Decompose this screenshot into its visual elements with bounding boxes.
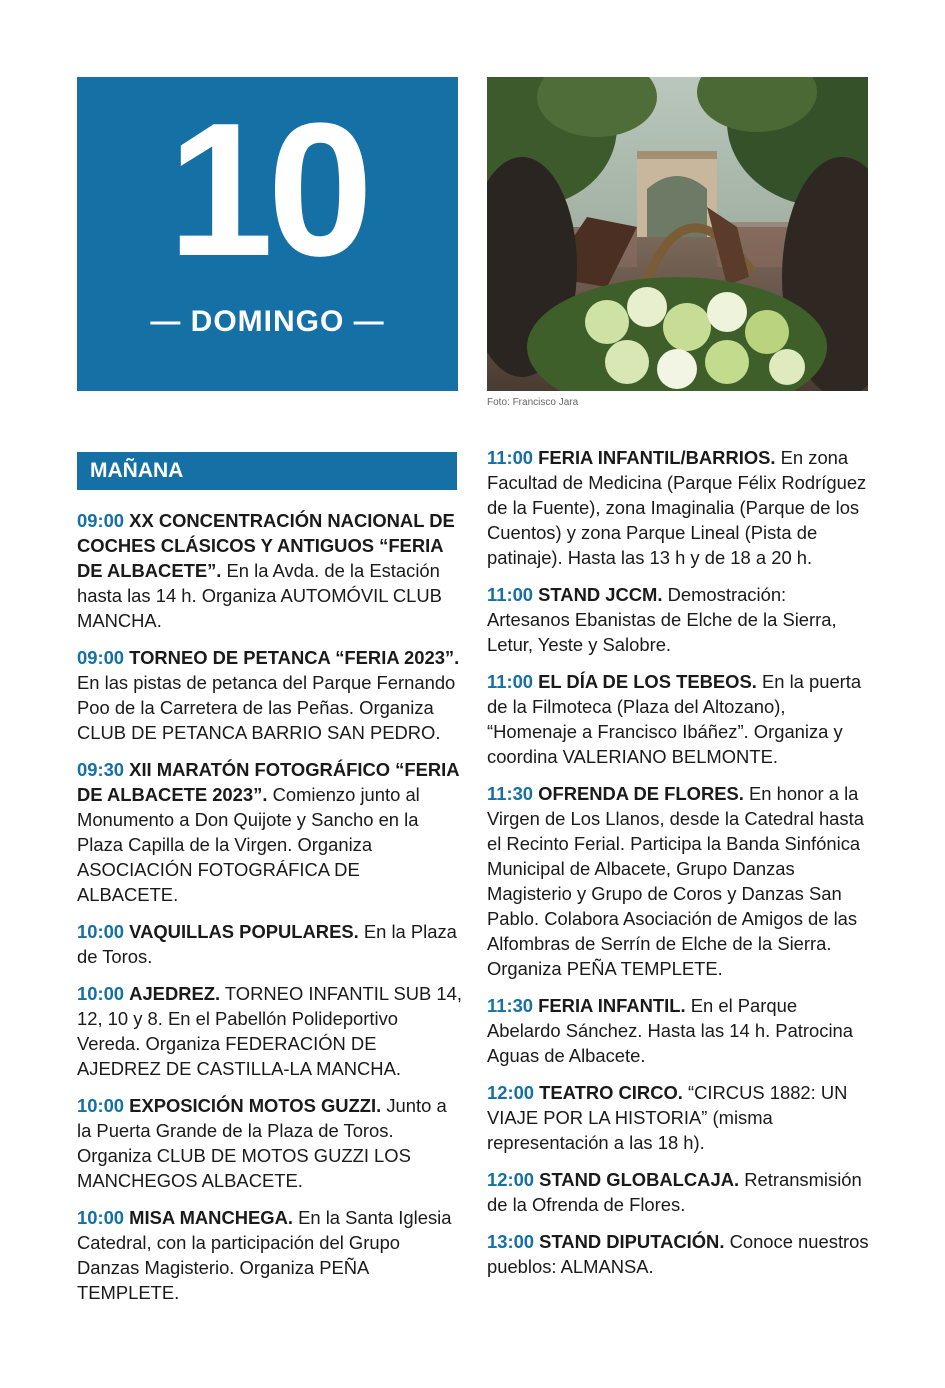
event-title: XX CONCENTRACIÓN NACIONAL DE COCHES CLÁSICOS Y ANTIGUOS “FERIA DE ALBACETE”. (77, 510, 455, 581)
event-text: Conoce nuestros pueblos: ALMANSA. (487, 1231, 869, 1277)
event-item (77, 981, 462, 1081)
event-title: MISA MANCHEGA. (129, 1207, 293, 1228)
event-item (487, 781, 872, 981)
section-header: MAÑANA (77, 452, 457, 490)
day-name: — DOMINGO — (150, 305, 385, 338)
event-text: Demostración: Artesanos Ebanistas de Elche de la Sierra, Letur, Yeste y Salobre. (487, 584, 837, 655)
event-text: En la puerta de la Filmoteca (Plaza del Altozano), “Homenaje a Francisco Ibáñez”. Organiza y coordina VALERIANO BELMONTE. (487, 671, 862, 767)
event-item (487, 669, 872, 769)
day-number: 10 (167, 84, 368, 296)
event-item (77, 1093, 462, 1193)
event-title: OFRENDA DE FLORES. (538, 783, 744, 804)
event-title: FERIA INFANTIL. (538, 995, 686, 1016)
offering-photo (487, 77, 868, 391)
date-box (77, 77, 458, 391)
event-item (77, 645, 462, 745)
event-text: En la Santa Iglesia Catedral, con la participación del Grupo Danzas Magisterio. Organiza PEÑA TEMPLETE. (77, 1207, 452, 1303)
event-item (487, 445, 872, 570)
event-time: 11:00 (487, 671, 534, 692)
event-title: TEATRO CIRCO. (539, 1082, 683, 1103)
event-time: 12:00 (487, 1082, 535, 1103)
event-text: En zona Facultad de Medicina (Parque Félix Rodríguez de la Fuente), zona Imaginalia (Parque de los Cuentos) y zona Parque Lineal (Pista de patinaje). Hasta las 13 h y de 18 a 20 h. (487, 447, 867, 568)
event-text: En honor a la Virgen de Los Llanos, desde la Catedral hasta el Recinto Ferial. Participa la Banda Sinfónica Municipal de Albacete, Grupo Danzas Magisterio y Grupo de Coros y Danzas San Pablo. Colabora Asociación de Amigos de las Alfombras de Serrín de Elche de la Sierra. Organiza PEÑA TEMPLETE. (487, 783, 864, 979)
event-text: En la Plaza de Toros. (77, 921, 457, 967)
event-title: AJEDREZ. (129, 983, 221, 1004)
event-item (487, 582, 872, 657)
event-text: Retransmisión de la Ofrenda de Flores. (487, 1169, 862, 1215)
event-text: En las pistas de petanca del Parque Fernando Poo de la Carretera de las Peñas. Organiza CLUB DE PETANCA BARRIO SAN PEDRO. (77, 672, 456, 743)
event-time: 11:00 (487, 584, 534, 605)
event-time: 09:30 (77, 759, 125, 780)
event-text: Comienzo junto al Monumento a Don Quijote y Sancho en la Plaza Capilla de la Virgen. Organiza ASOCIACIÓN FOTOGRÁFICA DE ALBACETE. (77, 784, 420, 905)
event-title: XII MARATÓN FOTOGRÁFICO “FERIA DE ALBACETE 2023”. (77, 759, 459, 805)
event-item (487, 1080, 872, 1155)
event-title: STAND JCCM. (538, 584, 663, 605)
photo-credit: Foto: Francisco Jara (487, 397, 579, 408)
event-item (487, 1167, 872, 1217)
event-time: 12:00 (487, 1169, 535, 1190)
event-item (77, 1205, 462, 1305)
event-time: 13:00 (487, 1231, 535, 1252)
event-time: 11:30 (487, 995, 534, 1016)
event-time: 10:00 (77, 921, 125, 942)
event-time: 10:00 (77, 983, 125, 1004)
event-text: Junto a la Puerta Grande de la Plaza de Toros. Organiza CLUB DE MOTOS GUZZI LOS MANCHEGOS ALBACETE. (77, 1095, 447, 1191)
right-event-list (487, 445, 872, 1291)
event-item (77, 757, 462, 907)
event-item (77, 919, 462, 969)
event-title: FERIA INFANTIL/BARRIOS. (538, 447, 776, 468)
event-text: En la Avda. de la Estación hasta las 14 h. Organiza AUTOMÓVIL CLUB MANCHA. (77, 560, 442, 631)
event-item (77, 508, 462, 633)
event-time: 11:00 (487, 447, 534, 468)
event-title: STAND DIPUTACIÓN. (539, 1231, 725, 1252)
event-time: 10:00 (77, 1207, 125, 1228)
left-event-list (77, 508, 462, 1317)
event-text: TORNEO INFANTIL SUB 14, 12, 10 y 8. En el Pabellón Polideportivo Vereda. Organiza FEDERACIÓN DE AJEDREZ DE CASTILLA-LA MANCHA. (77, 983, 462, 1079)
event-title: EXPOSICIÓN MOTOS GUZZI. (129, 1095, 382, 1116)
event-title: STAND GLOBALCAJA. (539, 1169, 740, 1190)
event-item (487, 1229, 872, 1279)
event-title: TORNEO DE PETANCA “FERIA 2023”. (129, 647, 460, 668)
event-title: EL DÍA DE LOS TEBEOS. (538, 671, 757, 692)
event-title: VAQUILLAS POPULARES. (129, 921, 359, 942)
event-time: 11:30 (487, 783, 534, 804)
event-time: 09:00 (77, 647, 125, 668)
event-time: 09:00 (77, 510, 125, 531)
event-text: “CIRCUS 1882: UN VIAJE POR LA HISTORIA” (misma representación a las 18 h). (487, 1082, 848, 1153)
event-item (487, 993, 872, 1068)
event-text: En el Parque Abelardo Sánchez. Hasta las 14 h. Patrocina Aguas de Albacete. (487, 995, 853, 1066)
event-time: 10:00 (77, 1095, 125, 1116)
